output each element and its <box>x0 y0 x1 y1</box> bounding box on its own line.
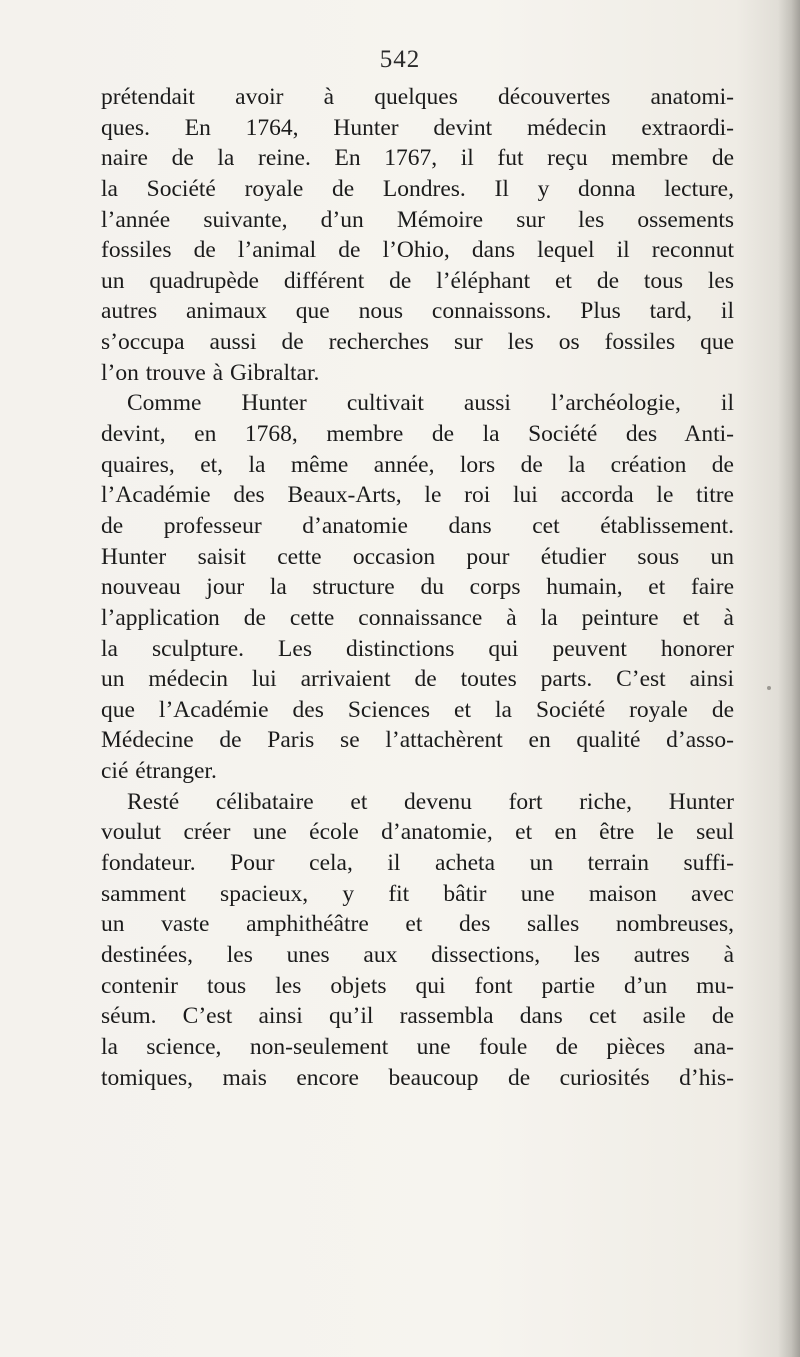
text-line: s’occupa aussi de recherches sur les os fossiles que <box>101 329 734 356</box>
text-line: l’année suivante, d’un Mémoire sur les ossements <box>101 206 734 233</box>
text-line: Comme Hunter cultivait aussi l’archéologie, il <box>127 390 734 417</box>
text-line: la sculpture. Les distinctions qui peuvent honorer <box>101 635 734 662</box>
text-line: autres animaux que nous connaissons. Plus tard, il <box>101 298 734 325</box>
text-line: voulut créer une école d’anatomie, et en être le seul <box>101 819 734 846</box>
text-line: un quadrupède différent de l’éléphant et de tous les <box>101 267 734 294</box>
text-line: Médecine de Paris se l’attachèrent en qualité d’asso- <box>101 727 734 754</box>
text-line: l’application de cette connaissance à la peinture et à <box>101 604 734 631</box>
text-line: que l’Académie des Sciences et la Société royale de <box>101 696 734 723</box>
paper-speck <box>767 686 771 690</box>
body-text <box>101 82 734 1093</box>
text-line: un vaste amphithéâtre et des salles nombreuses, <box>101 911 734 938</box>
text-line: fossiles de l’animal de l’Ohio, dans lequel il reconnut <box>101 237 734 264</box>
text-line: quaires, et, la même année, lors de la création de <box>101 451 734 478</box>
text-line: Hunter saisit cette occasion pour étudier sous un <box>101 543 734 570</box>
text-line: l’on trouve à Gibraltar. <box>101 359 320 386</box>
text-line: nouveau jour la structure du corps humain, et faire <box>101 574 734 601</box>
text-line: samment spacieux, y fit bâtir une maison avec <box>101 880 734 907</box>
page-number: 542 <box>379 46 421 73</box>
text-line: destinées, les unes aux dissections, les autres à <box>101 941 734 968</box>
text-line: de professeur d’anatomie dans cet établissement. <box>101 512 734 539</box>
page-edge-shadow <box>778 0 800 1357</box>
text-line: ques. En 1764, Hunter devint médecin extraordi- <box>101 114 734 141</box>
text-line: fondateur. Pour cela, il acheta un terrain suffi- <box>101 850 734 877</box>
text-line: cié étranger. <box>101 758 217 785</box>
text-line: séum. C’est ainsi qu’il rassembla dans cet asile de <box>101 1003 734 1030</box>
text-line: contenir tous les objets qui font partie d’un mu- <box>101 972 734 999</box>
text-line: la science, non-seulement une foule de pièces ana- <box>101 1033 734 1060</box>
text-line: la Société royale de Londres. Il y donna lecture, <box>101 175 734 202</box>
text-line: naire de la reine. En 1767, il fut reçu membre de <box>101 145 734 172</box>
text-line: devint, en 1768, membre de la Société des Anti- <box>101 421 734 448</box>
text-line: Resté célibataire et devenu fort riche, Hunter <box>127 788 734 815</box>
text-line: un médecin lui arrivaient de toutes parts. C’est ainsi <box>101 666 734 693</box>
text-line: prétendait avoir à quelques découvertes anatomi- <box>101 84 734 110</box>
text-line: l’Académie des Beaux-Arts, le roi lui accorda le titre <box>101 482 734 509</box>
text-line: tomiques, mais encore beaucoup de curiosités d’his- <box>101 1064 734 1091</box>
